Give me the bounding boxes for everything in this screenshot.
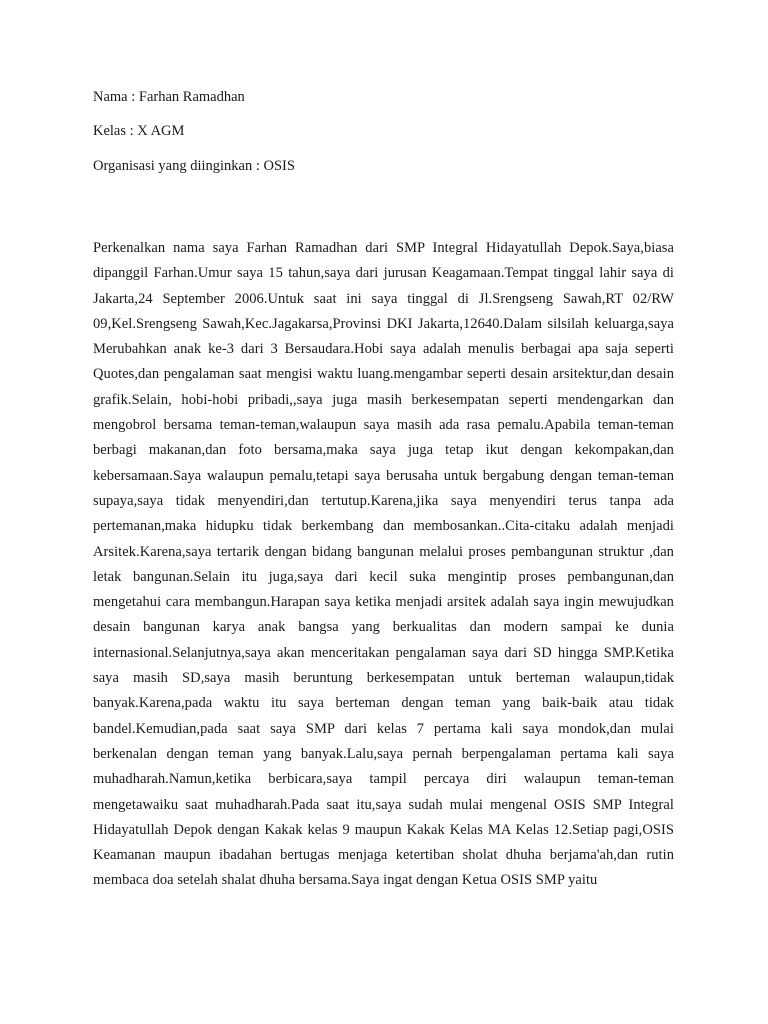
desired-organization-line: Organisasi yang diinginkan : OSIS <box>93 158 295 174</box>
student-name-line: Nama : Farhan Ramadhan <box>93 89 245 105</box>
introduction-paragraph: Perkenalkan nama saya Farhan Ramadhan dari SMP Integral Hidayatullah Depok.Saya,biasa dipanggil Farhan.Umur saya 15 tahun,saya dari jurusan Keagamaan.Tempat tinggal lahir saya di Jakarta,24 September 2006.Untuk saat ini saya tinggal di Jl.Srengseng Sawah,RT 02/RW 09,Kel.Srengseng Sawah,Kec.Jagakarsa,Provinsi DKI Jakarta,12640.Dalam silsilah keluarga,saya Merubahkan anak ke-3 dari 3 Bersaudara.Hobi saya adalah menulis berbagai apa saja seperti Quotes,dan pengalaman saat mengisi waktu luang.mengambar seperti desain arsitektur,dan desain grafik.Selain, hobi-hobi pribadi,,saya juga masih berkesempatan seperti mendengarkan dan mengobrol bersama teman-teman,walaupun saya masih ada rasa pemalu.Apabila teman-teman berbagi makanan,dan foto bersama,maka saya juga tetap ikut dengan kekompakan,dan kebersamaan.Saya walaupun pemalu,tetapi saya berusaha untuk bergabung dengan teman-teman supaya,saya tidak menyendiri,dan tertutup.Karena,jika saya menyendiri terus tanpa ada pertemanan,maka hidupku tidak berkembang dan membosankan..Cita-citaku adalah menjadi Arsitek.Karena,saya tertarik dengan bidang bangunan melalui proses pembangunan struktur ,dan letak bangunan.Selain itu juga,saya dari kecil suka mengintip proses pembangunan,dan mengetahui cara membangun.Harapan saya ketika menjadi arsitek adalah saya ingin mewujudkan desain bangunan karya anak bangsa yang berkualitas dan modern sampai ke dunia internasional.Selanjutnya,saya akan menceritakan pengalaman saya dari SD hingga SMP.Ketika saya masih SD,saya masih beruntung berkesempatan untuk berteman walaupun,tidak banyak.Karena,pada waktu itu saya berteman dengan teman yang baik-baik atau tidak bandel.Kemudian,pada saat saya SMP dari kelas 7 pertama kali saya mondok,dan mulai berkenalan dengan teman yang banyak.Lalu,saya pernah berpengalaman pertama kali saya muhadharah.Namun,ketika berbicara,saya tampil percaya diri walaupun teman-teman mengetawaiku saat muhadharah.Pada saat itu,saya sudah mulai mengenal OSIS SMP Integral Hidayatullah Depok dengan Kakak kelas 9 maupun Kakak Kelas MA Kelas 12.Setiap pagi,OSIS Keamanan maupun ibadahan bertugas menjaga ketertiban sholat dhuha berjama'ah,dan rutin membaca doa setelah shalat dhuha bersama.Saya ingat dengan Ketua OSIS SMP yaitu <box>93 240 674 889</box>
student-class-line: Kelas : X AGM <box>93 123 185 139</box>
